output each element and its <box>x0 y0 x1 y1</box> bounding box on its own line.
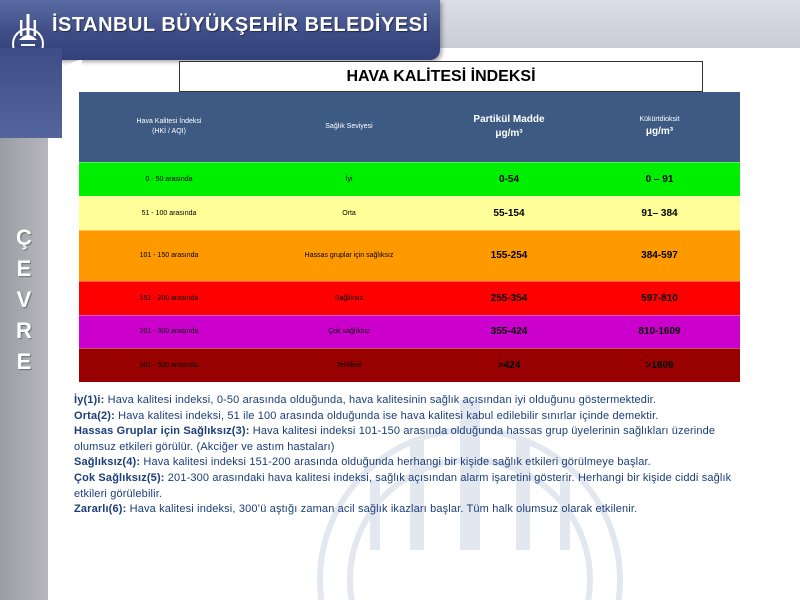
header-aqi <box>79 92 259 162</box>
table-row <box>79 196 740 230</box>
cell-pm-value: >424 <box>439 348 579 382</box>
cell-so2-value: 810-1609 <box>579 315 740 348</box>
header-so2-unit: μg/m³ <box>645 125 674 137</box>
header-aqi-sub: (HKİ / AQI) <box>152 127 186 135</box>
cell-aqi-range: 301 - 500 arasında <box>79 348 259 382</box>
cell-so2-value: >1609 <box>579 348 740 382</box>
sidebar-letter: E <box>16 349 32 374</box>
sidebar-letter: Ç <box>16 225 32 250</box>
table-row <box>79 348 740 382</box>
note-moderate <box>74 409 754 425</box>
header-so2-label: Kükürtdioksit <box>639 115 680 123</box>
cell-aqi-range: 51 - 100 arasında <box>79 196 259 230</box>
cell-health-level: Sağlıksız <box>259 281 439 315</box>
cell-pm-value: 255-354 <box>439 281 579 315</box>
note-text: 201-300 arasındaki hava kalitesi indeksi, sağlık açısından alarm işaretini gösterir. Herhangi bir kişide ciddi sağlık etkileri görülebilir. <box>74 471 732 500</box>
cell-pm-value: 55-154 <box>439 196 579 230</box>
sidebar-vertical-label <box>0 222 48 377</box>
sidebar-letter: E <box>16 256 32 281</box>
table-header-row <box>79 92 740 162</box>
note-hazardous <box>74 502 754 518</box>
note-good <box>74 393 754 409</box>
table-row <box>79 162 740 196</box>
left-bar-upper <box>0 48 62 138</box>
note-label: İy(1)i: <box>74 394 105 406</box>
cell-health-level: Orta <box>259 196 439 230</box>
note-sensitive <box>74 424 754 455</box>
cell-health-level: Hassas gruplar için sağlıksız <box>259 230 439 281</box>
municipality-title: İSTANBUL BÜYÜKŞEHİR BELEDİYESİ <box>52 14 429 36</box>
cell-so2-value: 597-810 <box>579 281 740 315</box>
notes-section <box>74 393 754 518</box>
note-text: Hava kalitesi indeksi 151-200 arasında olduğunda herhangi bir kişide sağlık etkileri görülmeye başlar. <box>140 456 651 469</box>
note-label: Çok Sağlıksız(5): <box>74 471 165 484</box>
cell-aqi-range: 101 - 150 arasında <box>79 230 259 281</box>
note-very-unhealthy <box>74 471 754 502</box>
note-text: Hava kalitesi indeksi, 51 ile 100 arasında olduğunda ise hava kalitesi kabul edilebilir sınırlar içinde demektir. <box>114 409 659 422</box>
cell-so2-value: 91– 384 <box>579 196 740 230</box>
header-pm <box>439 92 579 162</box>
cell-so2-value: 384-597 <box>579 230 740 281</box>
cell-health-level: Çok sağlıksız <box>259 315 439 348</box>
sidebar-letter: V <box>16 287 32 312</box>
index-title: HAVA KALİTESİ İNDEKSİ <box>179 61 703 92</box>
cell-aqi-range: 151 - 200 arasında <box>79 281 259 315</box>
note-label: Hassas Gruplar için Sağlıksız(3): <box>74 425 250 438</box>
table-row <box>79 315 740 348</box>
header-health-label: Sağlık Seviyesi <box>325 122 373 130</box>
note-label: Orta(2): <box>74 409 115 422</box>
cell-aqi-range: 201 - 300 arasında <box>79 315 259 348</box>
cell-health-level: İyi <box>259 162 439 196</box>
table-row <box>79 230 740 281</box>
header-aqi-label: Hava Kalitesi İndeksi <box>136 117 202 125</box>
header-so2 <box>579 92 740 162</box>
cell-aqi-range: 0 - 50 arasında <box>79 162 259 196</box>
cell-pm-value: 0-54 <box>439 162 579 196</box>
header-pm-unit: μg/m³ <box>495 127 523 139</box>
cell-pm-value: 355-424 <box>439 315 579 348</box>
cell-pm-value: 155-254 <box>439 230 579 281</box>
header-banner <box>0 0 440 60</box>
note-text: Hava kalitesi indeksi, 0-50 arasında olduğunda, hava kalitesinin sağlık açısından iyi olduğunu göstermektedir. <box>104 394 657 406</box>
note-unhealthy <box>74 455 754 471</box>
cell-health-level: Tehlikeli <box>259 348 439 382</box>
air-quality-table <box>79 92 740 383</box>
note-text: Hava kalitesi indeksi, 300’ü aştığı zaman acil sağlık ikazları başlar. Tüm halk olumsuz olarak etkilenir. <box>126 503 638 516</box>
header-health-level <box>259 92 439 162</box>
note-label: Zararlı(6): <box>74 503 127 516</box>
cell-so2-value: 0 – 91 <box>579 162 740 196</box>
header-pm-label: Partikül Madde <box>473 113 545 125</box>
note-text: Hava kalitesi indeksi 101-150 arasında olduğunda hassas grup üyelerinin sağlıkları üzerinde olumsuz etkileri görülür. (Akciğer ve astım hastaları) <box>74 425 716 453</box>
table-row <box>79 281 740 315</box>
note-label: Sağlıksız(4): <box>74 456 141 469</box>
sidebar-letter: R <box>16 318 32 343</box>
